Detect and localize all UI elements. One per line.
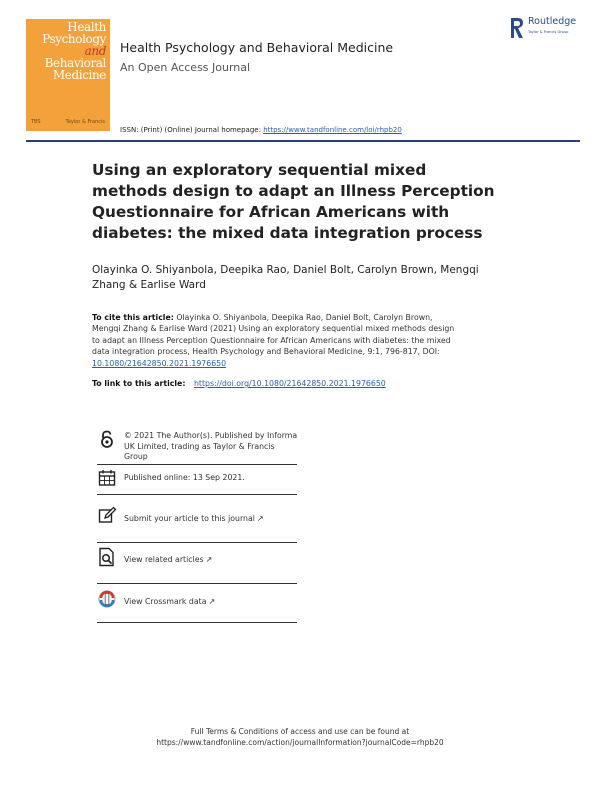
- row-divider: [97, 622, 297, 623]
- crossmark-row[interactable]: [97, 589, 297, 611]
- article-doi-url-link[interactable]: https://doi.org/10.1080/21642850.2021.1976650: [193, 379, 386, 388]
- publisher-name: Routledge: [528, 16, 577, 27]
- calendar-icon: [97, 468, 117, 488]
- external-link-icon: ↗: [208, 597, 216, 606]
- publisher-tagline: Taylor & Francis Group: [528, 30, 569, 34]
- row-divider: [97, 542, 297, 543]
- routledge-r-icon: [509, 16, 525, 40]
- view-crossmark-link[interactable]: View Crossmark data: [124, 597, 207, 606]
- edit-icon: [97, 506, 117, 526]
- view-related-articles-link[interactable]: View related articles: [124, 555, 204, 564]
- journal-title: Health Psychology and Behavioral Medicine: [120, 40, 394, 55]
- license-text: © 2021 The Author(s). Published by Informa: [124, 431, 298, 440]
- terms-footer: Full Terms & Conditions of access and use can be found at https://www.tandfonline.com/action/journalInformation?journalCode=rhpb20: [0, 726, 600, 748]
- journal-cover-image: [26, 19, 110, 131]
- citation-doi-link[interactable]: 10.1080/21642850.2021.1976650: [92, 358, 227, 368]
- row-divider: [97, 583, 297, 584]
- article-title: Using an exploratory sequential mixed methods design to adapt an Illness Perception Questionnaire for African Americans with diabetes: the mixed data integration process: [92, 161, 495, 242]
- published-row: [97, 468, 297, 490]
- published-date: Published online: 13 Sep 2021.: [124, 473, 245, 482]
- cover-footer: TBS Taylor & Francis: [31, 119, 105, 125]
- journal-homepage-link[interactable]: https://www.tandfonline.com/loi/rhpb20: [263, 126, 402, 134]
- external-link-icon: ↗: [205, 555, 213, 564]
- submit-row[interactable]: [97, 506, 297, 528]
- external-link-icon: ↗: [256, 514, 264, 523]
- related-articles-icon: [97, 547, 117, 567]
- submit-article-link[interactable]: Submit your article to this journal: [124, 514, 255, 523]
- header-divider: [26, 140, 580, 142]
- row-divider: [97, 494, 297, 495]
- article-link-line: To link to this article: https://doi.org/10.1080/21642850.2021.1976650: [92, 379, 386, 388]
- crossmark-icon: [97, 589, 117, 609]
- cover-title: Health Psychology and Behavioral Medicine: [42, 20, 106, 82]
- journal-information-link[interactable]: https://www.tandfonline.com/action/journalInformation?journalCode=rhpb20: [156, 738, 444, 747]
- publisher-logo: [509, 16, 589, 42]
- article-authors: Olayinka O. Shiyanbola, Deepika Rao, Daniel Bolt, Carolyn Brown, Mengqi Zhang & Earlise Ward: [92, 264, 479, 291]
- citation-label: To cite this article:: [92, 313, 174, 322]
- issn-line: ISSN: (Print) (Online) Journal homepage: https://www.tandfonline.com/loi/rhpb20: [120, 126, 402, 134]
- citation-block: To cite this article: Olayinka O. Shiyanbola, Deepika Rao, Daniel Bolt, Carolyn Brown, Mengqi Zhang & Earlise Ward (2021) Using an exploratory sequential mixed methods design to adapt an Illness Perception Questionnaire for African Americans with diabetes: the mixed data integration process, Health Psychology and Behavioral Medicine, 9:1, 796-817, DOI: 10.1080/21642850.2021.1976650: [92, 312, 502, 369]
- row-divider: [97, 464, 297, 465]
- related-row[interactable]: [97, 547, 297, 569]
- journal-subtitle: An Open Access Journal: [120, 61, 251, 74]
- open-access-icon: [97, 429, 117, 449]
- license-row: © 2021 The Author(s). Published by Informa UK Limited, trading as Taylor & Francis Group: [97, 429, 297, 463]
